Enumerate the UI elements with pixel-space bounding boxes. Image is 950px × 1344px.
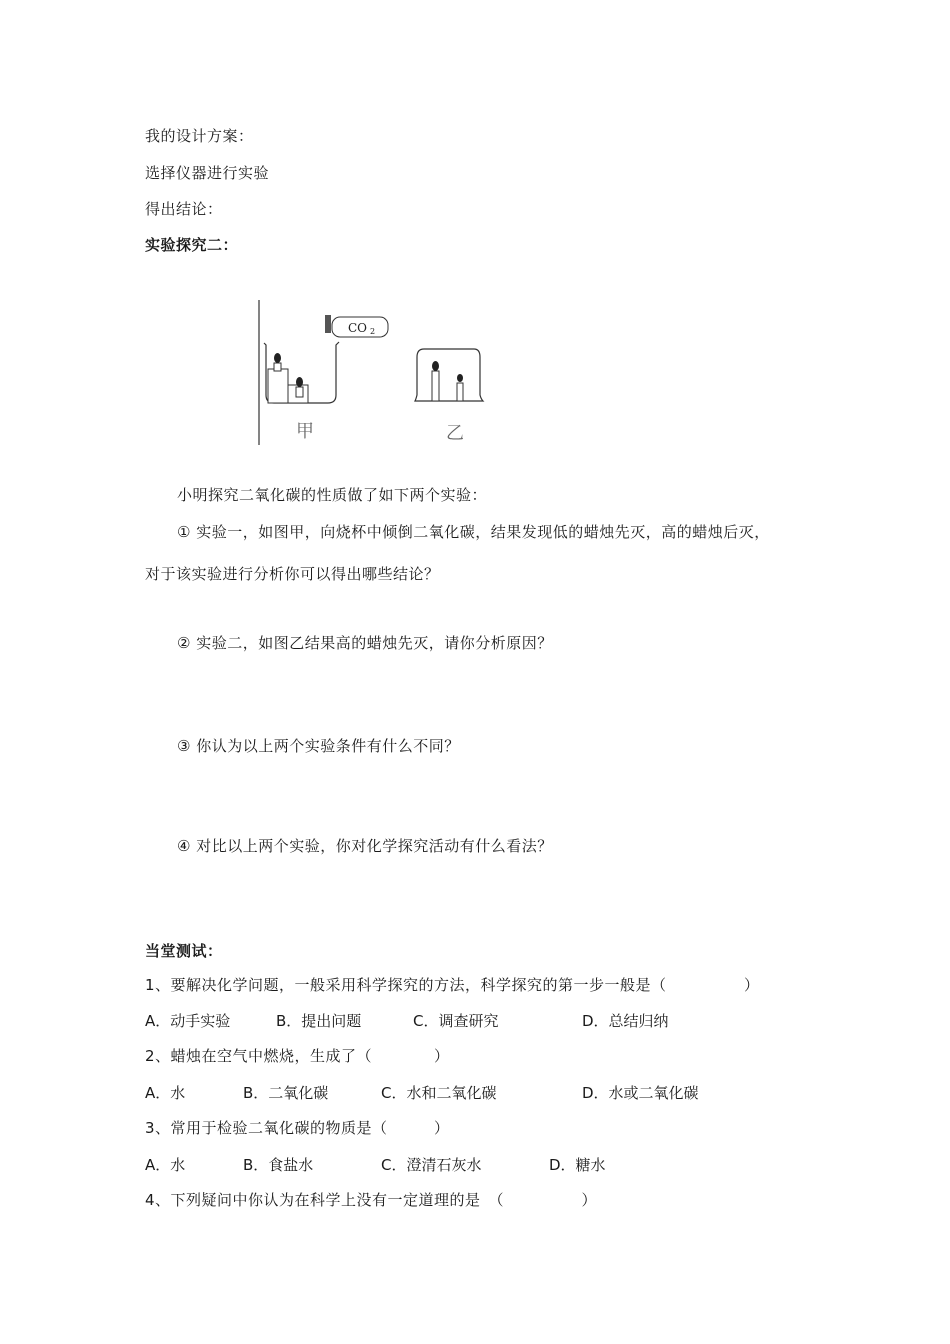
experiment-intro: 小明探究二氧化碳的性质做了如下两个实验： xyxy=(177,486,488,504)
question-1-line-1: ① 实验一，如图甲，向烧杯中倾倒二氧化碳，结果发现低的蜡烛先灭，高的蜡烛后灭， xyxy=(177,523,770,541)
co2-label: CO xyxy=(348,321,368,335)
test-question-1-stem: 1、要解决化学问题，一般采用科学探究的方法，科学探究的第一步一般是（ ） xyxy=(145,976,760,994)
design-plan-label: 我的设计方案： xyxy=(145,127,254,145)
question-2: ② 实验二，如图乙结果高的蜡烛先灭，请你分析原因？ xyxy=(177,634,553,652)
beaker-jia xyxy=(264,342,339,403)
test-question-3-option-a: A．水 xyxy=(145,1156,186,1174)
test-question-1-option-d: D．总结归纳 xyxy=(582,1012,669,1030)
figure-label-yi: 乙 xyxy=(446,423,464,444)
design-conclusion-label: 得出结论： xyxy=(145,200,223,218)
test-question-4-stem: 4、下列疑问中你认为在科学上没有一定道理的是 （ ） xyxy=(145,1191,598,1209)
test-question-3-option-d: D．糖水 xyxy=(549,1156,606,1174)
test-question-2-stem: 2、蜡烛在空气中燃烧，生成了（ ） xyxy=(145,1047,450,1065)
experiment-figure xyxy=(240,295,520,455)
test-question-2-option-d: D．水或二氧化碳 xyxy=(582,1084,699,1102)
co2-bottle xyxy=(325,315,388,337)
test-question-2-option-c: C．水和二氧化碳 xyxy=(381,1084,497,1102)
test-question-3-stem: 3、常用于检验二氧化碳的物质是（ ） xyxy=(145,1119,450,1137)
test-heading: 当堂测试： xyxy=(145,942,223,960)
figure-label-jia: 甲 xyxy=(296,421,314,442)
test-question-2-option-b: B．二氧化碳 xyxy=(243,1084,329,1102)
test-question-1-option-c: C．调查研究 xyxy=(413,1012,499,1030)
question-1-line-2: 对于该实验进行分析你可以得出哪些结论？ xyxy=(145,565,440,583)
test-question-1-option-a: A．动手实验 xyxy=(145,1012,231,1030)
test-question-1-option-b: B．提出问题 xyxy=(276,1012,362,1030)
experiment-diagram xyxy=(240,295,520,455)
test-question-2-option-a: A．水 xyxy=(145,1084,186,1102)
question-4: ④ 对比以上两个实验，你对化学探究活动有什么看法？ xyxy=(177,837,553,855)
section-heading-experiment-2: 实验探究二： xyxy=(145,236,239,254)
test-question-3-option-c: C．澄清石灰水 xyxy=(381,1156,482,1174)
question-3: ③ 你认为以上两个实验条件有什么不同？ xyxy=(177,737,460,755)
test-question-3-option-b: B．食盐水 xyxy=(243,1156,314,1174)
design-choose-label: 选择仪器进行实验 xyxy=(145,164,270,182)
co2-subscript: 2 xyxy=(370,327,376,336)
jar-yi xyxy=(415,349,483,401)
